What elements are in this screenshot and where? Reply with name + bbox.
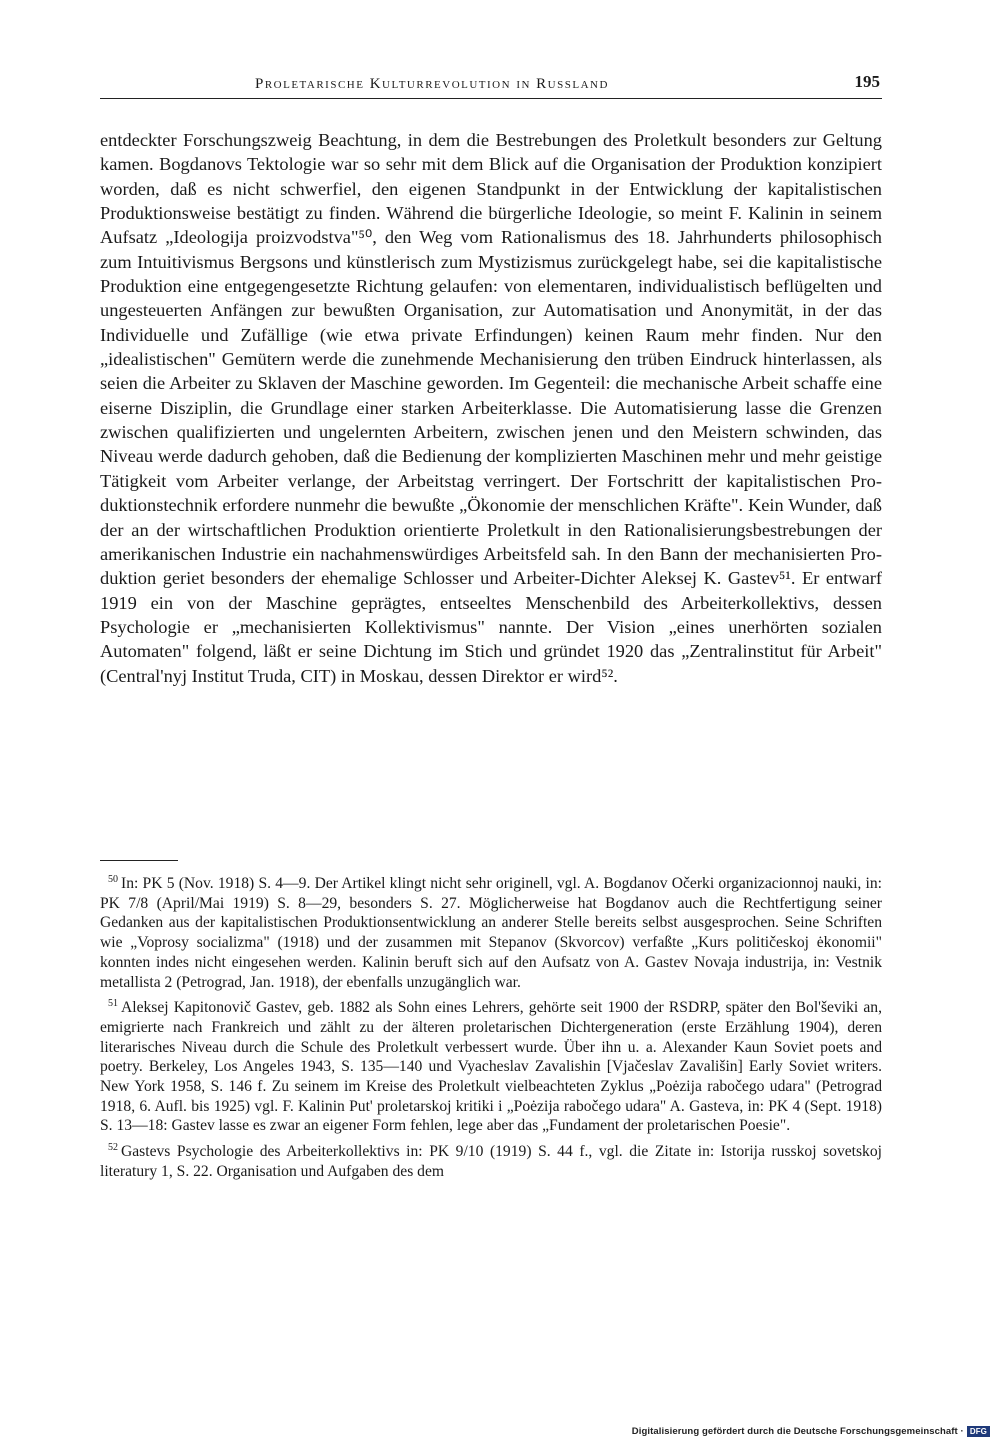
page-number: 195 <box>854 72 880 91</box>
main-text <box>100 128 882 688</box>
footnotes <box>100 874 882 1188</box>
stamp-text: Digitalisierung gefördert durch die Deutsche Forschungsgemeinschaft · <box>631 1426 964 1437</box>
footnote-number: 51 <box>108 998 118 1010</box>
footnote-number: 52 <box>108 1141 118 1153</box>
digitization-stamp <box>632 1426 990 1437</box>
footnote-separator <box>100 860 178 861</box>
footnote-51 <box>100 998 882 1136</box>
body-paragraph: entdeckter Forschungszweig Beachtung, in dem die Bestrebungen des Proletkult besonders zur Geltung kamen. Bogdanovs Tektologie war so sehr mit dem Blick auf die Organisation der Produktion konzipiert worden, daß es nicht schwerfiel, den eigenen Standpunkt in der Entwicklung der kapitalistischen Produktionsweise bestätigt zu finden. Während die bürgerliche Ideologie, so meint F. Kalinin in seinem Aufsatz „Ideologija proizvodstva"⁵⁰, den Weg vom Rationalismus des 18. Jahrhunderts philosophisch zum Intuitivismus Bergsons und künstlerisch zum Mystizismus zurückgelegt habe, sei die kapitalistische Produktion eine entgegengesetzte Richtung gelaufen: von elementaren, individualistisch beflügelten und ungesteuerten Anfängen zur bewußten Organisation, zur Automatisation und Anonymität, in der das Individuelle und Zufällige (wie etwa private Erfindungen) keinen Raum mehr finden. Nur den „idealistischen" Gemütern werde die zunehmende Mechanisierung den trüben Eindruck hinterlassen, als seien die Arbeiter zu Sklaven der Maschine geworden. Im Gegenteil: die mechanische Arbeit schaffe eine eiserne Disziplin, die Grundlage einer starken Arbeiterklasse. Die Automatisierung lasse die Grenzen zwischen qualifizierten und ungelernten Arbeitern, zwischen jenen und den Meistern schwinden, das Niveau werde dadurch gehoben, daß die Bedienung der komplizierten Maschinen mehr und mehr geistige Tätigkeit vom Arbeiter verlange, der Arbeitstag verringert. Der Fortschritt der kapitalistischen Produktionstechnik erfordere nunmehr die bewußte „Ökonomie der menschlichen Kräfte". Kein Wunder, daß der an der wirtschaftlichen Produktion orientierte Proletkult in den Rationalisierungsbestrebungen der amerikanischen Industrie ein nachahmenswürdiges Arbeitsfeld sah. In den Bann der mechanisierten Produktion geriet besonders der ehemalige Schlosser und Arbeiter-Dichter Aleksej K. Gastev⁵¹. Er entwarf 1919 ein von der Maschine geprägtes, entseeltes Menschenbild des Arbeiterkollektivs, dessen Psychologie er „mechanisierten Kollektivismus" nannte. Der Vision „eines unerhörten sozialen Automaten" folgend, läßt er seine Dichtung im Stich und gründet 1920 das „Zentralinstitut für Arbeit" (Central'nyj Institut Truda, CIT) in Moskau, dessen Direktor er wird⁵². <box>100 130 882 686</box>
footnote-50 <box>100 874 882 992</box>
running-title: Proletarische Kulturrevolution in Russland <box>255 76 609 92</box>
footnote-number: 50 <box>108 873 118 885</box>
footnote-text: Gastevs Psychologie des Arbeiterkollektivs in: PK 9/10 (1919) S. 44 f., vgl. die Zitate in: Istorija russkoj sovetskoj literatury 1, S. 22. Organisation und Aufgaben des dem <box>100 1143 882 1180</box>
running-header <box>100 72 882 99</box>
footnote-text: Aleksej Kapitonovič Gastev, geb. 1882 als Sohn eines Lehrers, gehörte seit 1900 der RSDRP, später den Bol'ševiki an, emigrierte nach Frankreich und zählt zu der älteren proletarischen Dichtergeneration (erste Erzählung 1904), deren literarisches Niveau durch die Schule des Proletkult verbessert wurde. Über ihn u. a. Alexander Kaun Soviet poets and poetry. Berkeley, Los Angeles 1943, S. 135—140 und Vyacheslav Zavalishin [Vjačeslav Zavališin] Early Soviet writers. New York 1958, S. 146 f. Zu seinem im Kreise des Proletkult vielbeachteten Zyklus „Poėzija rabočego udara" (Petrograd 1918, 6. Aufl. bis 1925) vgl. F. Kalinin Put' proletarskoj kritiki i „Poėzija rabočego udara" A. Gasteva, in: PK 4 (Sept. 1918) S. 13—18: Gastev lasse es zwar an eigener Form fehlen, lege aber das „Fundament der proletarischen Poesie". <box>100 999 882 1135</box>
footnote-text: In: PK 5 (Nov. 1918) S. 4—9. Der Artikel klingt nicht sehr originell, vgl. A. Bogdanov Očerki organizacionnoj nauki, in: PK 7/8 (April/Mai 1919) S. 8—29, besonders S. 27. Möglicherweise hat Bogdanov auch die Rechtfertigung seiner Gedanken aus der kapitalistischen Produktionsentwicklung an anderer Stelle bereits selbst ausgesprochen. Seine Schriften wie „Voprosy socializma" (1918) und der zusammen mit Stepanov (Skvorcov) verfaßte „Kurs političeskoj ėkonomii" konnten indes nicht eingesehen werden. Kalinin beruft sich auf den Aufsatz von A. Gastev Novaja industrija, in: Vestnik metallista 2 (Petrograd, Jan. 1918), der ebenfalls unzugänglich war. <box>100 875 882 991</box>
footnote-52 <box>100 1142 882 1181</box>
dfg-logo: DFG <box>967 1426 990 1437</box>
